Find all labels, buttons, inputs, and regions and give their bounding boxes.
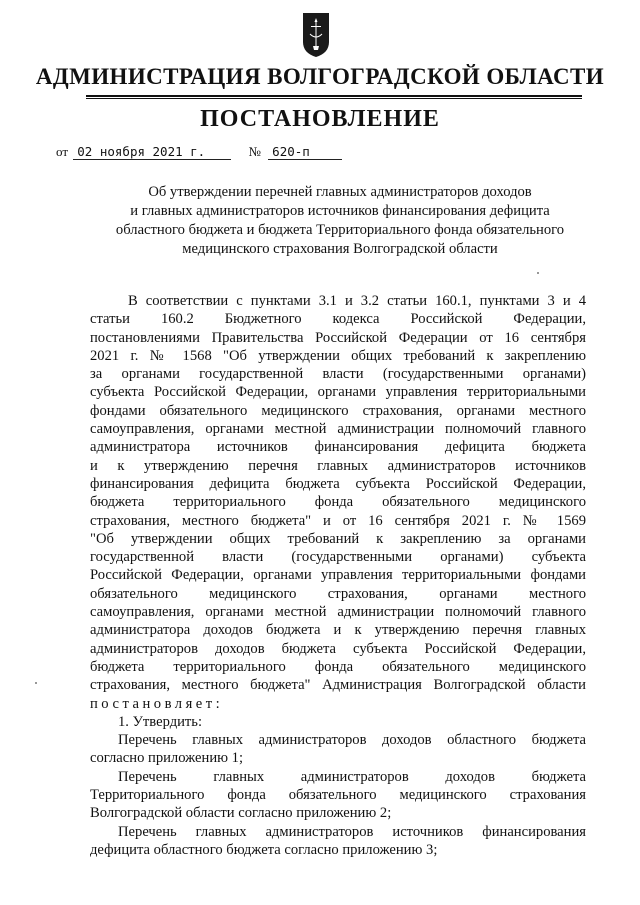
header-rule-thick [86, 95, 582, 97]
number-label: № [248, 144, 261, 159]
header-rule-thin [86, 98, 582, 99]
agency-title: АДМИНИСТРАЦИЯ ВОЛГОГРАДСКОЙ ОБЛАСТИ [35, 64, 605, 89]
body-line: и к утверждению перечня главных администраторов источников [90, 457, 586, 474]
body-line: Перечень главных администраторов доходов областного бюджета [118, 732, 586, 749]
body-line: постановлениями Правительства Российской Федерации от 16 сентября [90, 329, 586, 346]
body-line: самоуправления, органами местной администрации полномочий главного [90, 604, 586, 621]
body-line: Волгоградской области согласно приложению 2; [90, 805, 392, 822]
body-line: В соответствии с пунктами 3.1 и 3.2 статьи 160.1, пунктами 3 и 4 [128, 293, 586, 309]
body-line: страхования, местного бюджета" Администрация Волгоградской области [90, 677, 586, 694]
body-line: администратора доходов бюджета и к утверждению перечня главных [90, 622, 586, 639]
body-line: за органами государственной власти (государственными органами) [90, 366, 586, 383]
body-line: 2021 г. № 1568 "Об утверждении общих требований к закреплению [90, 347, 586, 364]
subject-line: Об утверждении перечней главных администраторов доходов [148, 184, 532, 200]
date-number-line [56, 144, 342, 160]
scan-speck [537, 272, 539, 274]
body-line: дефицита областного бюджета согласно приложению 3; [90, 841, 438, 858]
body-line: "Об утверждении общих требований к закреплению за органами [90, 530, 586, 547]
body-line: согласно приложению 1; [90, 750, 244, 767]
body-line: Территориального фонда обязательного медицинского страхования [90, 787, 586, 804]
body-line: администраторов доходов бюджета субъекта Российской Федерации, [90, 640, 586, 657]
number-value: 620-п [268, 145, 342, 160]
body-line: самоуправления, органами местной администрации полномочий главного [90, 421, 586, 438]
scan-speck [35, 682, 37, 684]
document-type-title: ПОСТАНОВЛЕНИЕ [200, 106, 440, 132]
body-line: субъекта Российской Федерации, органами управления территориальными [90, 384, 586, 401]
body-line: фондами обязательного медицинского страхования, органами местного [90, 402, 586, 419]
subject-line: медицинского страхования Волгоградской области [182, 241, 498, 257]
body-line: бюджета территориального фонда обязательного медицинского [90, 494, 586, 511]
body-line: Российской Федерации, органами управления территориальными фондами [90, 567, 586, 584]
body-line: бюджета территориального фонда обязательного медицинского [90, 658, 586, 675]
body-line: администратора источников финансирования дефицита бюджета [90, 439, 586, 456]
coat-of-arms-emblem [302, 12, 330, 58]
body-line: обязательного медицинского страхования, органами местного [90, 585, 586, 602]
document-body [90, 292, 586, 859]
document-subject [90, 183, 590, 259]
body-line: 1. Утвердить: [118, 713, 203, 730]
subject-line: областного бюджета и бюджета Территориального фонда обязательного [115, 222, 565, 238]
body-line: страхования, местного бюджета" и от 16 сентября 2021 г. № 1569 [90, 512, 586, 529]
subject-line: и главных администраторов источников финансирования дефицита [130, 203, 550, 219]
body-line: государственной власти (государственными органами) субъекта [90, 549, 586, 566]
date-label: от [56, 144, 69, 159]
body-line: Перечень главных администраторов источников финансирования [118, 823, 586, 840]
body-line: статьи 160.2 Бюджетного кодекса Российской Федерации, [90, 311, 586, 328]
body-line: финансирования дефицита бюджета субъекта Российской Федерации, [90, 475, 586, 492]
resolution-word: постановляет: [90, 695, 224, 712]
date-value: 02 ноября 2021 г. [73, 145, 231, 160]
body-line: Перечень главных администраторов доходов бюджета [118, 768, 586, 785]
